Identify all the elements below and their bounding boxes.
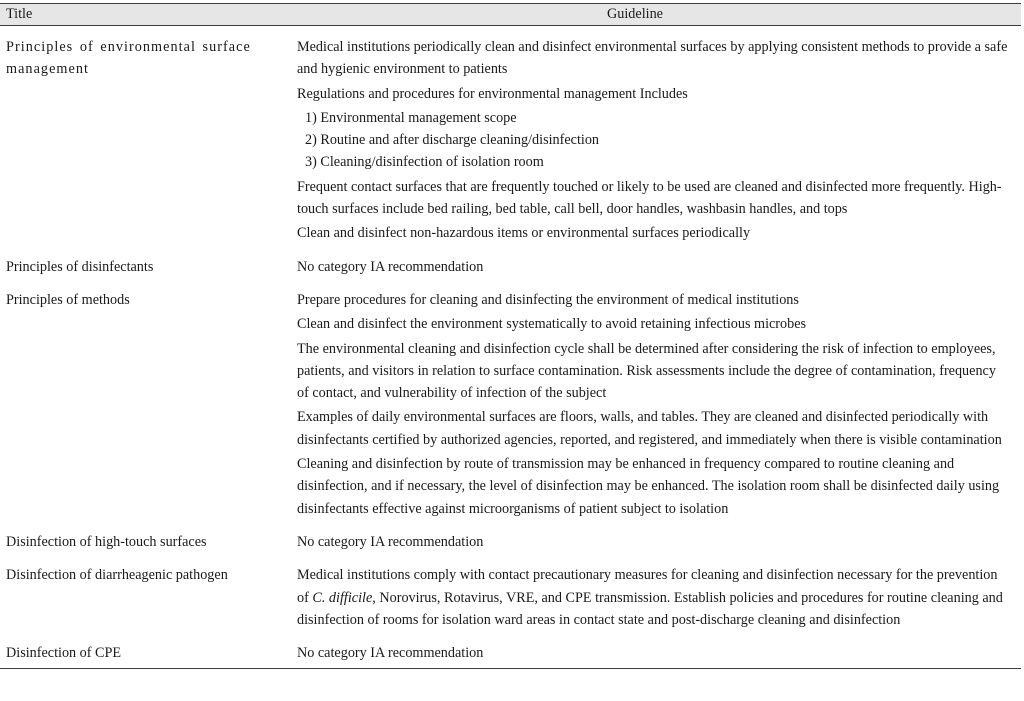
guideline-text: Medical institutions comply with contact precautionary measures for cleaning and disinfection necessary for the prevention of	[297, 567, 998, 606]
guideline-table	[0, 3, 1021, 669]
guideline-text: , Norovirus, Rotavirus, VRE, and CPE transmission. Establish policies and procedures for routine cleaning and disinfection of rooms for isolation ward areas in contact state and post-discharge cleaning and disinfection	[297, 589, 1003, 628]
guideline-paragraph: Prepare procedures for cleaning and disinfecting the environment of medical institutions	[297, 291, 799, 308]
guideline-paragraph: Frequent contact surfaces that are frequently touched or likely to be used are cleaned and disinfected more frequently. High-touch surfaces include bed railing, bed table, call bell, door handles, washbasin handles, and tops	[297, 178, 1002, 218]
header-title: Title	[6, 6, 33, 22]
list-item: 3) Cleaning/disinfection of isolation room	[305, 154, 544, 171]
row-guideline	[297, 289, 1021, 522]
guideline-paragraph: Clean and disinfect non-hazardous items or environmental surfaces periodically	[297, 225, 751, 242]
table-row	[0, 633, 1021, 668]
row-title: Disinfection of diarrheagenic pathogen	[6, 567, 228, 584]
table-row	[0, 247, 1021, 280]
list-item: 2) Routine and after discharge cleaning/disinfection	[305, 132, 600, 149]
row-title: Principles of disinfectants	[6, 258, 154, 275]
guideline-paragraph: No category IA recommendation	[297, 533, 484, 550]
table-row	[0, 280, 1021, 522]
guideline-paragraph: Cleaning and disinfection by route of transmission may be enhanced in frequency compared to routine cleaning and disinfection, and if necessary, the level of disinfection may be enhanced. The isolation room shall be disinfected daily using disinfectants effective against microorganisms of patient subject to isolation	[297, 456, 1000, 517]
row-title: Principles of methods	[6, 291, 130, 308]
guideline-paragraph: Clean and disinfect the environment systematically to avoid retaining infectious microbes	[297, 316, 807, 333]
row-guideline	[297, 256, 1021, 280]
row-guideline	[297, 36, 1021, 247]
guideline-paragraph: Medical institutions periodically clean and disinfect environmental surfaces by applying consistent methods to provide a safe and hygienic environment to patients	[297, 39, 1008, 78]
row-title: Disinfection of CPE	[6, 645, 122, 662]
row-title: Disinfection of high-touch surfaces	[6, 533, 207, 550]
table-header	[0, 4, 1021, 26]
guideline-paragraph	[297, 564, 1011, 631]
header-guideline: Guideline	[607, 6, 663, 22]
row-guideline	[297, 531, 1021, 555]
table-row	[0, 522, 1021, 555]
guideline-paragraph: No category IA recommendation	[297, 645, 484, 662]
row-guideline	[297, 642, 1021, 666]
pathogen-name-italic: C. difficile	[312, 589, 373, 606]
row-guideline	[297, 564, 1021, 633]
row-title: Principles of environmental surface management	[6, 39, 251, 78]
guideline-paragraph: Examples of daily environmental surfaces are floors, walls, and tables. They are cleaned and disinfected periodically with disinfectants certified by authorized agencies, reported, and registered, and immediately when there is visible contamination	[297, 409, 1002, 448]
table-row	[0, 26, 1021, 247]
guideline-paragraph: The environmental cleaning and disinfection cycle shall be determined after considering the risk of infection to employees, patients, and visitors in relation to surface contamination. Risk assessments include the degree of contamination, frequency of contact, and vulnerability of infection of the subject	[297, 340, 996, 402]
guideline-paragraph: No category IA recommendation	[297, 258, 484, 275]
table-row	[0, 555, 1021, 633]
list-item: 1) Environmental management scope	[305, 109, 517, 126]
guideline-paragraph: Regulations and procedures for environmental management Includes	[297, 85, 688, 102]
